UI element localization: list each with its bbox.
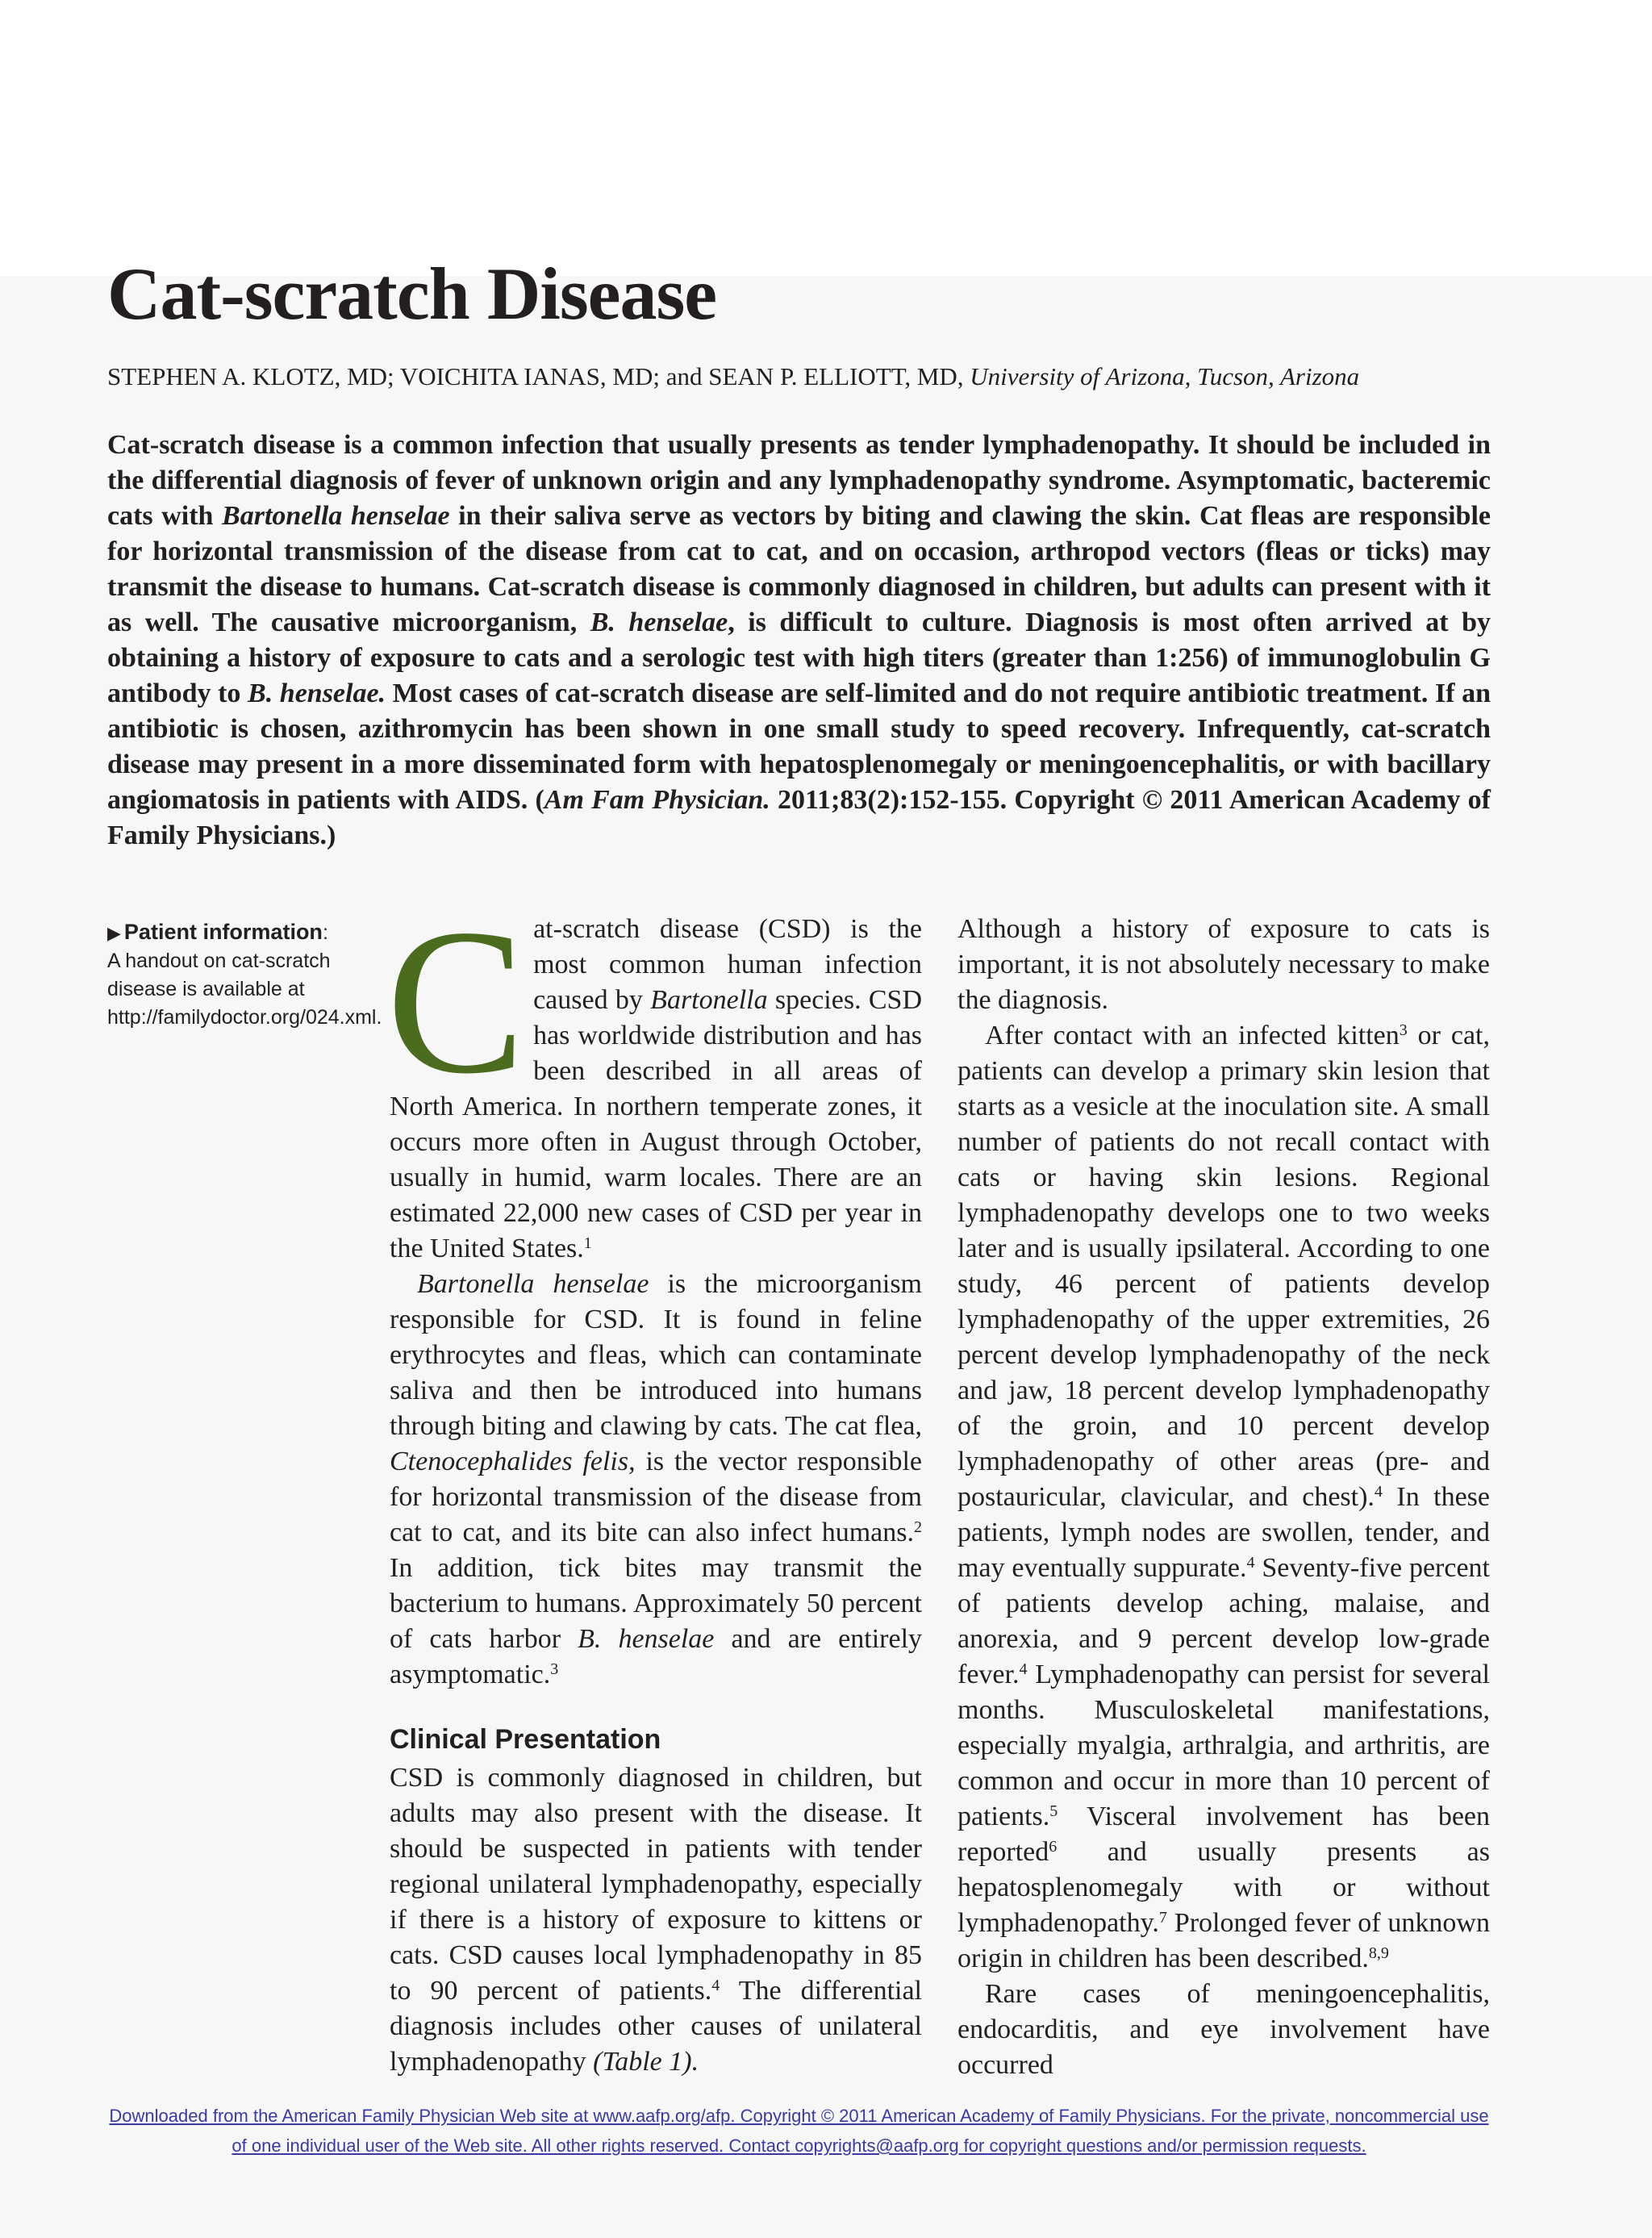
sidebar-text[interactable]: A handout on cat-scratch disease is available at http://familydoctor.org/024.xml. xyxy=(107,950,382,1029)
author-names: STEPHEN A. KLOTZ, MD; VOICHITA IANAS, MD; and SEAN P. ELLIOTT, MD, xyxy=(107,362,964,390)
species-name: Ctenocephalides felis, xyxy=(390,1447,636,1476)
patient-info-sidebar xyxy=(107,918,382,1032)
body-text: Visceral involvement has been reported xyxy=(957,1802,1490,1867)
download-notice-footer[interactable]: Downloaded from the American Family Physician Web site at www.aafp.org/afp. Copyright © 2011 American Academy of Family Physicians. For the private, noncommercial use of one individual user of the Web site. All other rights reserved. Contact copyrights@aafp.org for copyright questions and/or permission requests. xyxy=(109,2106,1489,2156)
reference-marker[interactable]: 5 xyxy=(1049,1802,1058,1820)
body-text: is the vector responsible for horizontal transmission of the disease from cat to cat, and its bite can also infect humans. xyxy=(390,1447,923,1547)
drop-cap: C xyxy=(386,886,526,1117)
abstract-text: , is difficult to culture. Diagnosis is most often arrived at by obtaining a history of exposure to cats and a serologic test with high titers (greater than 1:256) of immunoglobulin G antibody to xyxy=(107,608,1491,708)
abstract-species: B. henselae xyxy=(590,608,728,637)
body-text: is the microorganism responsible for CSD. It is found in feline erythrocytes and fleas, which can contaminate saliva and then be introduced into humans through biting and clawing by cats. The cat flea, xyxy=(390,1269,922,1441)
body-text: species. CSD has worldwide distribution and has been described in all areas of North America. In northern temperate zones, it occurs more often in August through October, usually in humid, warm locales. There are an estimated 22,000 new cases of CSD per year in the United States. xyxy=(390,985,922,1263)
body-text: CSD is commonly diagnosed in children, but adults may also present with the disease. It should be suspected in patients with tender regional unilateral lymphadenopathy, especially if there is a history of exposure to kittens or cats. CSD causes local lymphadenopathy in 85 to 90 percent of patients. xyxy=(390,1763,922,2006)
body-text: After contact with an infected kitten xyxy=(985,1021,1400,1050)
reference-marker[interactable]: 2 xyxy=(914,1518,922,1536)
body-paragraph xyxy=(957,1018,1490,1977)
reference-marker[interactable]: 4 xyxy=(1019,1660,1028,1678)
abstract-text: Cat-scratch disease is a common infection that usually presents as tender lymphadenopathy. It should be included in the differential diagnosis of fever of unknown origin and any lymphadenopathy syndrome. Asymptomatic, bacteremic cats with xyxy=(107,430,1491,531)
abstract-text: in their saliva serve as vectors by biting and clawing the skin. Cat fleas are responsible for horizontal transmission of the disease from cat to cat, and on occasion, arthropod vectors (fleas or ticks) may transmit the disease to humans. Cat-scratch disease is commonly diagnosed in children, but adults can present with it as well. The causative microorganism, xyxy=(107,501,1491,637)
reference-marker[interactable]: 7 xyxy=(1158,1909,1167,1927)
body-text: Seventy-five percent of patients develop aching, malaise, and anorexia, and 9 percent develop low-grade fever. xyxy=(957,1553,1490,1689)
author-affiliation: University of Arizona, Tucson, Arizona xyxy=(970,362,1360,390)
section-heading: Clinical Presentation xyxy=(390,1724,661,1755)
body-column-1 xyxy=(386,886,923,2080)
body-paragraph xyxy=(390,1267,922,1693)
abstract-species: B. henselae. xyxy=(248,678,386,708)
abstract-citation: 2011;83(2):152-155. Copyright © 2011 American Academy of Family Physicians.) xyxy=(107,785,1491,850)
reference-marker[interactable]: 8,9 xyxy=(1368,1944,1389,1962)
intro-paragraph xyxy=(386,886,922,1267)
abstract xyxy=(107,428,1491,854)
species-name: Bartonella xyxy=(650,985,768,1015)
sidebar-heading: Patient information xyxy=(123,920,323,944)
body-paragraph: Rare cases of meningoencephalitis, endocarditis, and eye involvement have occurred xyxy=(957,1979,1490,2080)
reference-marker[interactable]: 4 xyxy=(711,1977,720,1994)
species-name: B. henselae xyxy=(578,1624,715,1654)
reference-marker[interactable]: 1 xyxy=(583,1234,592,1252)
author-line xyxy=(107,361,1495,393)
body-text: Lymphadenopathy can persist for several months. Musculoskeletal manifestations, especially myalgia, arthralgia, and arthritis, are common and occur in more than 10 percent of patients. xyxy=(957,1660,1490,1831)
body-paragraph xyxy=(390,1760,922,2080)
table-reference[interactable]: (Table 1). xyxy=(593,2047,699,2077)
body-text: and usually presents as hepatosplenomegaly with or without lymphadenopathy. xyxy=(957,1837,1490,1938)
body-text: In these patients, lymph nodes are swollen, tender, and may eventually suppurate. xyxy=(957,1482,1491,1583)
body-text: The differential diagnosis includes other causes of unilateral lymphadenopathy xyxy=(390,1976,923,2077)
reference-marker[interactable]: 6 xyxy=(1049,1838,1058,1856)
body-text: In addition, tick bites may transmit the bacterium to humans. Approximately 50 percent of cats harbor xyxy=(390,1553,922,1654)
reference-marker[interactable]: 4 xyxy=(1374,1483,1383,1501)
body-column-2 xyxy=(957,912,1490,2083)
species-name: Bartonella henselae xyxy=(417,1269,649,1299)
reference-marker[interactable]: 4 xyxy=(1246,1554,1255,1572)
triangle-right-icon: ▶ xyxy=(107,923,121,943)
body-paragraph: Although a history of exposure to cats is important, it is not absolutely necessary to make the diagnosis. xyxy=(957,914,1490,1015)
reference-marker[interactable]: 3 xyxy=(1399,1021,1408,1039)
body-text: or cat, patients can develop a primary skin lesion that starts as a vesicle at the inoculation site. A small number of patients do not recall contact with cats or having skin lesions. Regional lymphadenopathy develops one to two weeks later and is usually ipsilateral. According to one study, 46 percent of patients develop lymphadenopathy of the upper extremities, 26 percent develop lymphadenopathy of the neck and jaw, 18 percent develop lymphadenopathy of the groin, and 10 percent develop lymphadenopathy of other areas (pre- and postauricular, clavicular, and chest). xyxy=(957,1021,1491,1512)
body-text: Prolonged fever of unknown origin in children has been described. xyxy=(957,1908,1490,1973)
body-text: at-scratch disease (CSD) is the most common human infection caused by xyxy=(533,914,922,1015)
reference-marker[interactable]: 3 xyxy=(550,1660,559,1678)
abstract-text: Most cases of cat-scratch disease are self-limited and do not require antibiotic treatment. If an antibiotic is chosen, azithromycin has been shown in one small study to speed recovery. Infrequently, cat-scratch disease may present in a more disseminated form with hepatosplenomegaly or meningoencephalitis, or with bacillary angiomatosis in patients with AIDS. ( xyxy=(107,678,1491,815)
body-text: and are entirely asymptomatic. xyxy=(390,1624,923,1689)
article-title: Cat-scratch Disease xyxy=(107,253,717,335)
abstract-species: Bartonella henselae xyxy=(222,501,450,531)
sidebar-colon: : xyxy=(322,921,328,944)
abstract-journal: Am Fam Physician. xyxy=(544,785,770,815)
